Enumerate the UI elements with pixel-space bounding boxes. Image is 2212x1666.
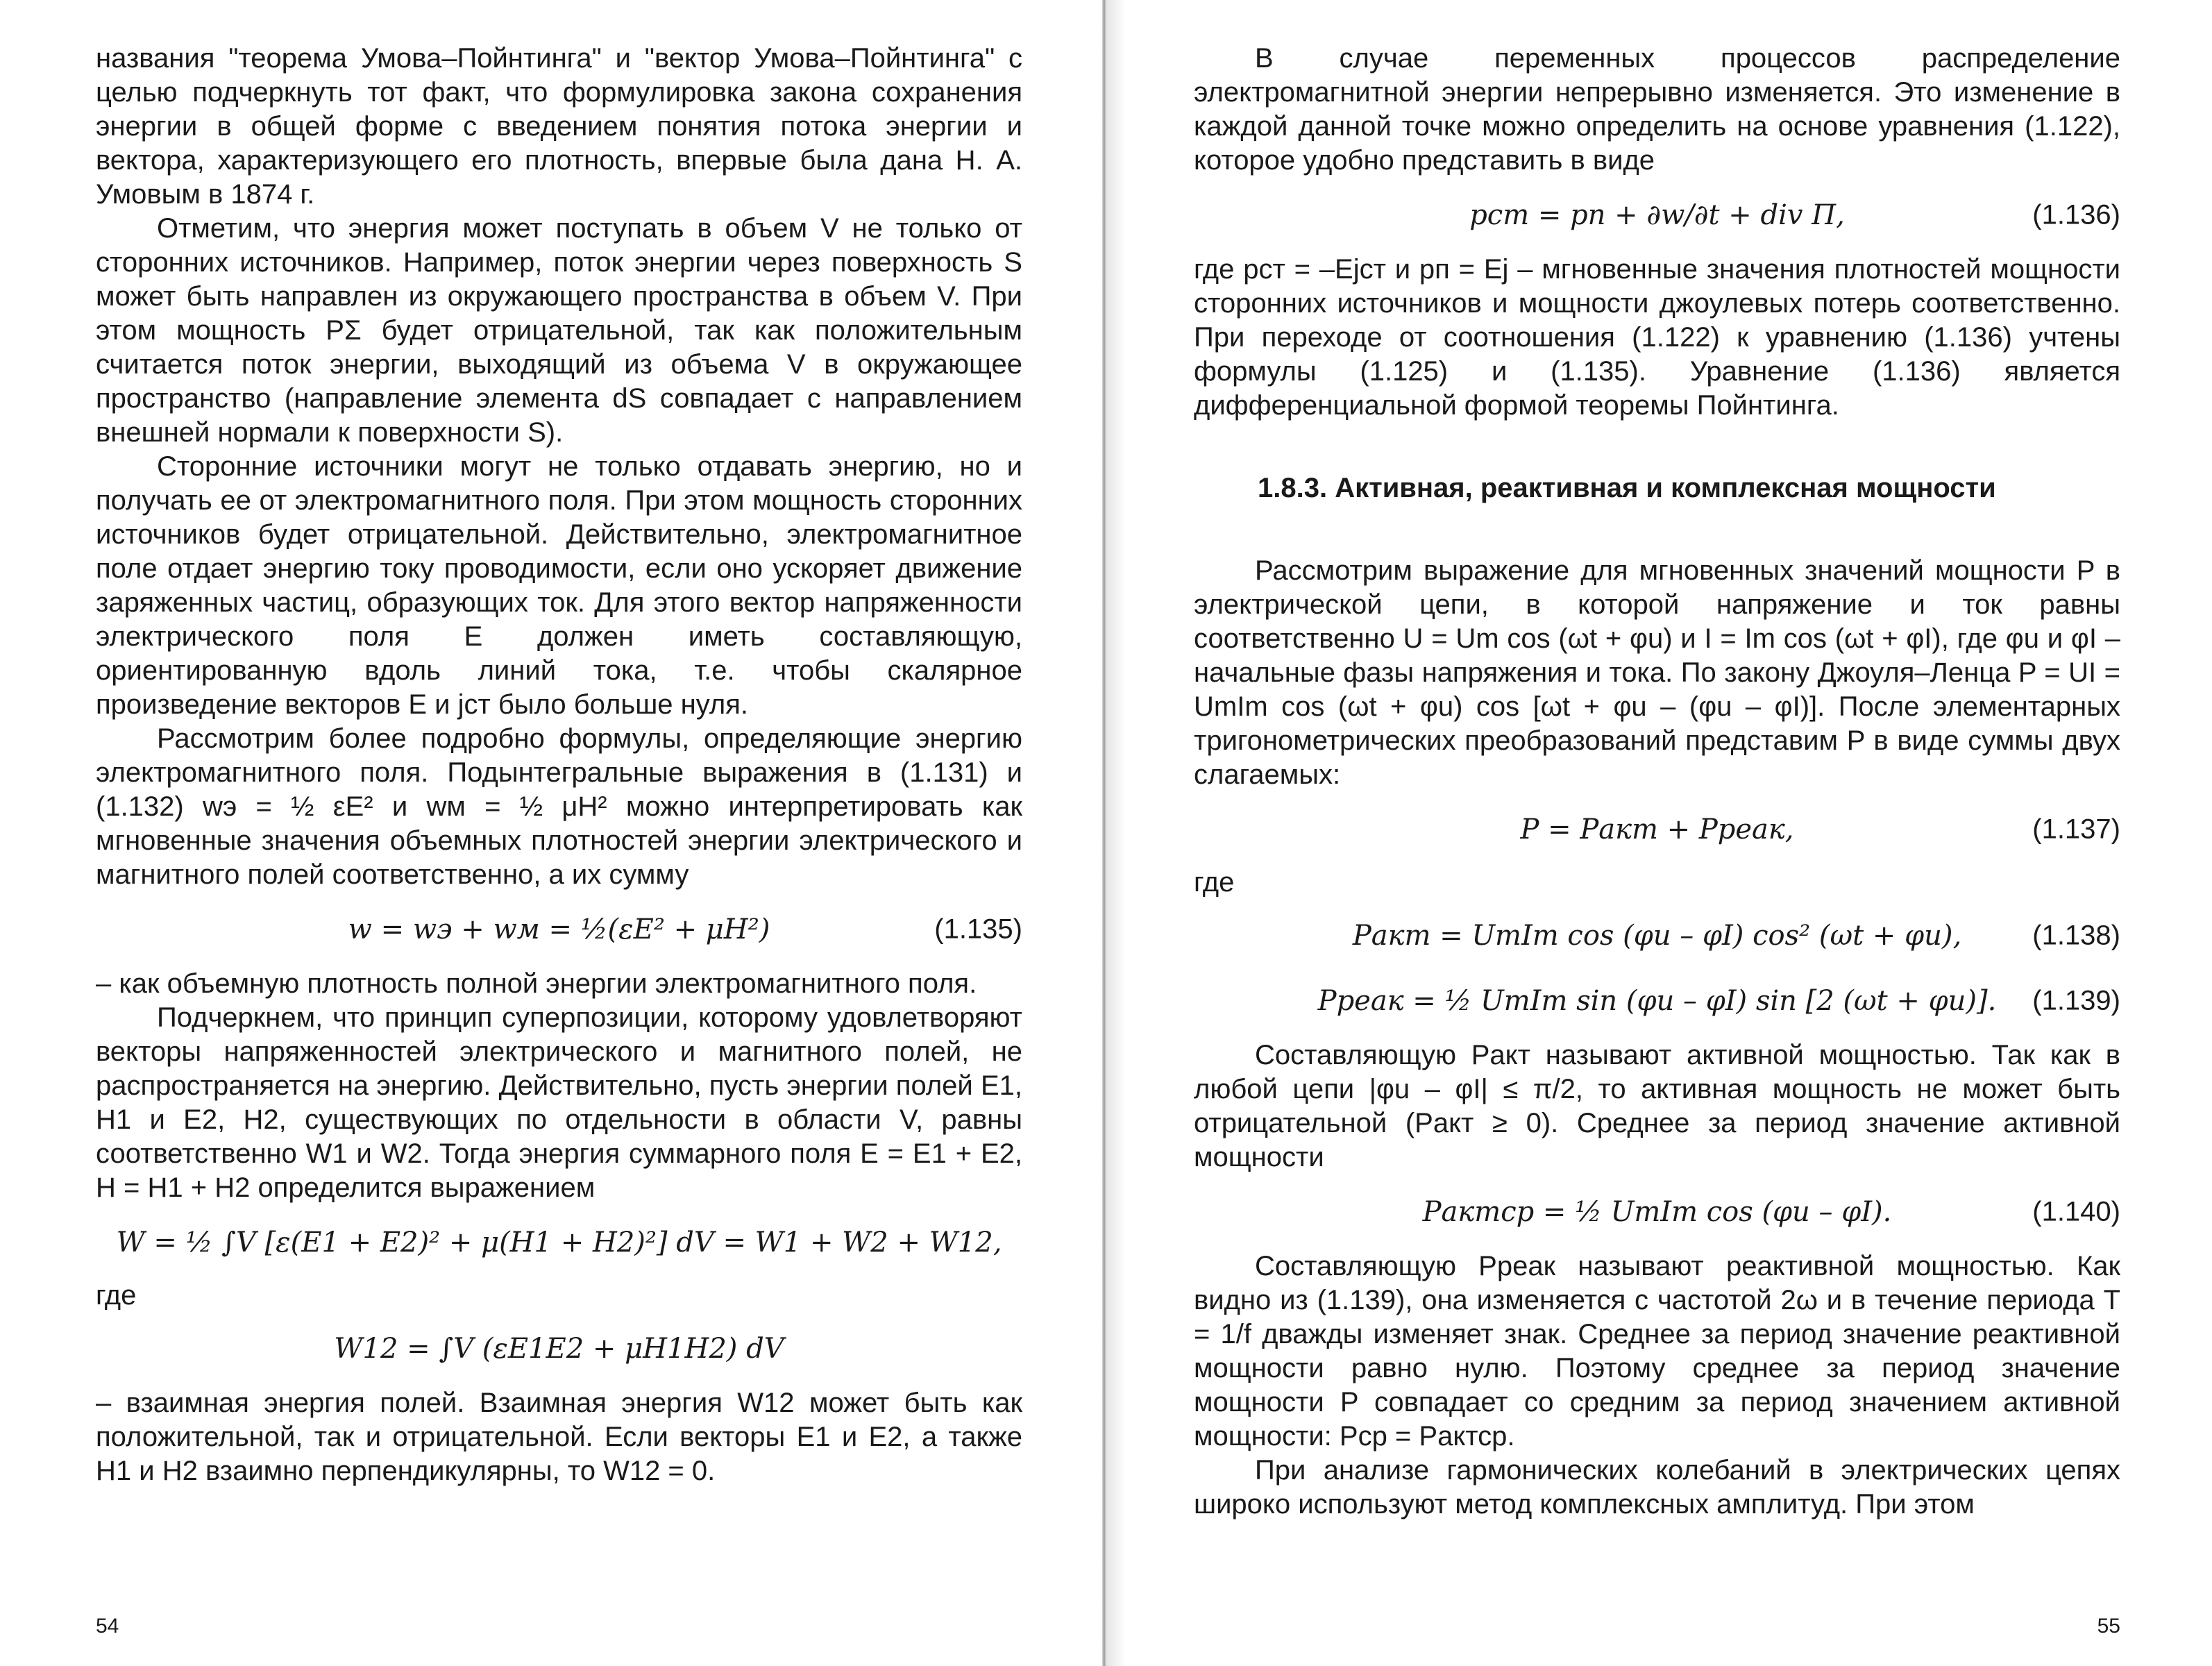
left-page — [96, 42, 1022, 1638]
equation-1-137-number: (1.137) — [2032, 814, 2120, 845]
equation-1-136-expr: pст = pп + ∂w/∂t + div П, — [1469, 199, 1845, 231]
left-paragraph-5: – как объемную плотность полной энергии электромагнитного поля. — [96, 968, 977, 999]
right-paragraph-4: Составляющую Pакт называют активной мощностью. Так как в любой цепи |φu – φI| ≤ π/2, то активная мощность не может быть отрицательной (Pакт ≥ 0). Среднее за период значение активной мощности — [1194, 1040, 2120, 1172]
left-paragraph-2: Отметим, что энергия может поступать в объем V не только от сторонних источников. Например, поток энергии через поверхность S может быть направлен из окружающего пространства в объем V. При этом мощность PΣ будет отрицательной, так как положительным считается поток энергии, выходящий из объема V в окружающее пространство (направление элемента dS совпадает с направлением внешней нормали к поверхности S). — [96, 213, 1022, 448]
equation-1-139-number: (1.139) — [2032, 985, 2120, 1016]
left-where-label: где — [96, 1280, 137, 1311]
left-paragraph-7: – взаимная энергия полей. Взаимная энергия W12 может быть как положительной, так и отрицательной. Если векторы E1 и E2, а также H1 и H2 взаимно перпендикулярны, то W12 = 0. — [96, 1388, 1022, 1486]
equation-1-137-expr: P = Pакт + Pреак, — [1520, 814, 1794, 845]
equation-1-140-number: (1.140) — [2032, 1196, 2120, 1227]
equation-mutual-energy-expr: W12 = ∫V (εE1E2 + μH1H2) dV — [334, 1333, 784, 1365]
equation-mutual-energy — [96, 1321, 1022, 1377]
left-paragraph-1: названия "теорема Умова–Пойнтинга" и "вектор Умова–Пойнтинга" с целью подчеркнуть тот факт, что формулировка закона сохранения энергии в общей форме с введением понятия потока энергии и вектора, характеризующего его плотность, впервые была дана Н. А. Умовым в 1874 г. — [96, 43, 1022, 210]
right-paragraph-6: При анализе гармонических колебаний в электрических цепях широко используют метод комплексных амплитуд. При этом — [1194, 1455, 2120, 1520]
right-where-label: где — [1194, 867, 1235, 898]
right-page — [1194, 42, 2120, 1638]
left-paragraph-6: Подчеркнем, что принцип суперпозиции, которому удовлетворяют векторы напряженностей электрического и магнитного полей, не распространяется на энергию. Действительно, пусть энергии полей E1, H1 и E2, H2, существующих по отдельности в области V, равны соответственно W1 и W2. Тогда энергия суммарного поля E = E1 + E2, H = H1 + H2 определится выражением — [96, 1002, 1022, 1203]
equation-1-138 — [1194, 908, 2120, 964]
spine-shadow — [1106, 0, 1126, 1666]
left-page-number: 54 — [96, 1615, 119, 1638]
equation-1-138-expr: Pакт = UmIm cos (φu – φI) cos² (ωt + φu), — [1352, 920, 1962, 952]
equation-1-138-number: (1.138) — [2032, 920, 2120, 951]
right-page-number: 55 — [2097, 1615, 2120, 1638]
equation-1-136 — [1194, 187, 2120, 243]
left-paragraph-4: Рассмотрим более подробно формулы, определяющие энергию электромагнитного поля. Подынтегральные выражения в (1.131) и (1.132) wэ = ½ εE² и wм = ½ μH² можно интерпретировать как мгновенные значения объемных плотностей энергии электрического и магнитного полей соответственно, а их сумму — [96, 723, 1022, 890]
left-paragraph-3: Сторонние источники могут не только отдавать энергию, но и получать ее от электромагнитного поля. При этом мощность сторонних источников будет отрицательной. Действительно, электромагнитное поле отдает энергию току проводимости, если оно ускоряет движение заряженных частиц, образующих ток. Для этого вектор напряженности электрического поля E должен иметь составляющую, ориентированную вдоль линий тока, т.е. чтобы скалярное произведение векторов E и jст было больше нуля. — [96, 451, 1022, 720]
right-paragraph-5: Составляющую Pреак называют реактивной мощностью. Как видно из (1.139), она изменяется с частотой 2ω и в течение периода T = 1/f дважды изменяет знак. Среднее за период значение реактивной мощности равно нулю. Поэтому среднее за период значение мощности P совпадает со средним за период значением активной мощности: Pср = Pактср. — [1194, 1251, 2120, 1452]
right-paragraph-1: В случае переменных процессов распределение электромагнитной энергии непрерывно изменяется. Это изменение в каждой данной точке можно определить на основе уравнения (1.122), которое удобно представить в виде — [1194, 43, 2120, 176]
equation-1-137 — [1194, 802, 2120, 857]
equation-1-139-expr: Pреак = ½ UmIm sin (φu – φI) sin [2 (ωt + φu)]. — [1317, 985, 1997, 1017]
equation-energy-sum-expr: W = ½ ∫V [ε(E1 + E2)² + μ(H1 + H2)²] dV = W1 + W2 + W12, — [116, 1227, 1002, 1259]
equation-1-136-number: (1.136) — [2032, 199, 2120, 230]
equation-1-135-expr: w = wэ + wм = ½(εE² + μH²) — [348, 914, 770, 945]
right-paragraph-3: Рассмотрим выражение для мгновенных значений мощности P в электрической цепи, в которой напряжение и ток равны соответственно U = Um cos (ωt + φu) и I = Im cos (ωt + φI), где φu и φI – начальные фазы напряжения и тока. По закону Джоуля–Ленца P = UI = UmIm cos (ωt + φu) cos [ωt + φu – (φu – φI)]. После элементарных тригонометрических преобразований представим P в виде суммы двух слагаемых: — [1194, 555, 2120, 790]
equation-1-135 — [96, 902, 1022, 957]
equation-1-140 — [1194, 1184, 2120, 1240]
section-heading: 1.8.3. Активная, реактивная и комплексная мощности — [1258, 473, 1996, 503]
equation-1-139 — [1194, 973, 2120, 1029]
equation-1-135-number: (1.135) — [934, 914, 1022, 945]
equation-energy-sum — [96, 1215, 1022, 1270]
right-paragraph-2: где pст = –Ejст и pп = Ej – мгновенные значения плотностей мощности сторонних источников и мощности джоулевых потерь соответственно. При переходе от соотношения (1.122) к уравнению (1.136) учтены формулы (1.125) и (1.135). Уравнение (1.136) является дифференциальной формой теоремы Пойнтинга. — [1194, 254, 2120, 421]
equation-1-140-expr: Pактср = ½ UmIm cos (φu – φI). — [1422, 1196, 1892, 1228]
